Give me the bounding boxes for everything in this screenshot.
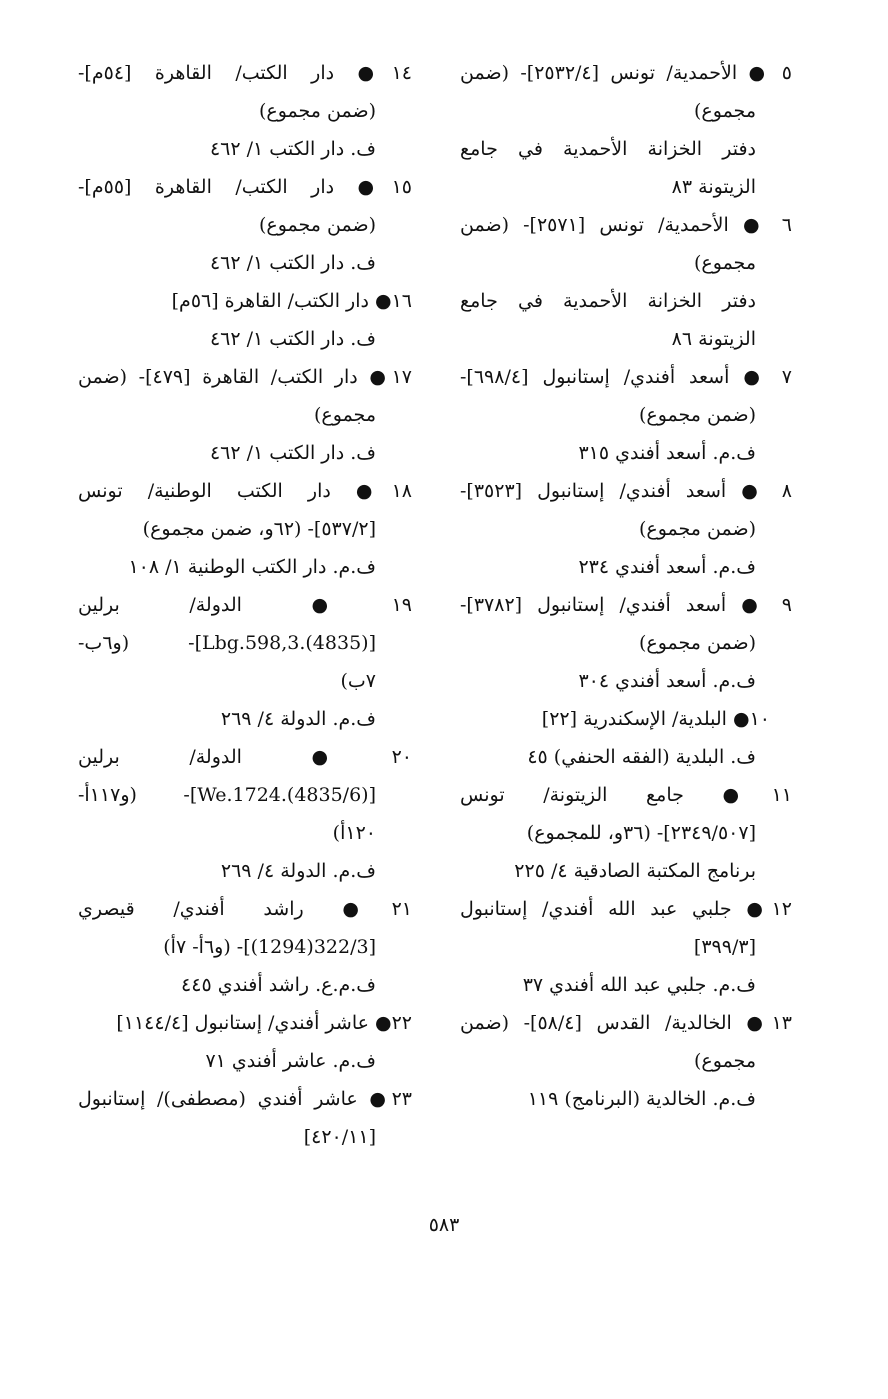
entry-detail-line: الزيتونة ٨٣ [671, 176, 756, 198]
entry-heading-line: ٥ ● الأحمدية/ تونس [٢٥٣٢/٤]- (ضمن [460, 62, 792, 84]
entry-detail-line: الزيتونة ٨٦ [671, 328, 756, 350]
entry-detail-line: دفتر الخزانة الأحمدية في جامع [460, 138, 756, 160]
entry-detail-line: ف. دار الكتب ١/ ٤٦٢ [209, 252, 376, 274]
catalog-entry [78, 54, 412, 168]
entry-detail-line: مجموع) [694, 252, 756, 274]
entry-detail-line: ٧ب) [340, 670, 376, 692]
entry-detail-line: ف. دار الكتب ١/ ٤٦٢ [209, 442, 376, 464]
entry-heading-line: ٧ ● أسعد أفندي/ إستانبول [٦٩٨/٤]- [460, 366, 792, 388]
entry-detail-line: ف.م. الخالدية (البرنامج) ١١٩ [527, 1088, 756, 1110]
catalog-entry [460, 890, 792, 1004]
entry-detail-line: ف.م. أسعد أفندي ٢٣٤ [578, 556, 756, 578]
entry-detail-line: ف.م. الدولة ٤/ ٢٦٩ [220, 708, 376, 730]
entry-detail-line: (ضمن مجموع) [258, 100, 376, 122]
catalog-entry [460, 358, 792, 472]
entry-detail-line: برنامج المكتبة الصادقية ٤/ ٢٢٥ [514, 860, 756, 882]
left-column [78, 54, 412, 1156]
catalog-entry [78, 168, 412, 282]
entry-heading-line: ١٥● دار الكتب/ القاهرة [٥٥م]- [78, 176, 412, 198]
entry-heading-line: ٢٣● عاشر أفندي (مصطفى)/ إستانبول [78, 1088, 412, 1110]
catalog-entry [460, 206, 792, 358]
entry-heading-line: ١٦● دار الكتب/ القاهرة [٥٦م] [171, 290, 412, 312]
entry-heading-line: ١٩● الدولة/ برلين [78, 594, 412, 616]
entry-detail-line: (ضمن مجموع) [638, 632, 756, 654]
entry-heading-line: ٢٢● عاشر أفندي/ إستانبول [١١٤٤/٤] [116, 1012, 412, 1034]
catalog-entry [78, 282, 412, 358]
entry-heading-line: ٩ ● أسعد أفندي/ إستانبول [٣٧٨٢]- [460, 594, 792, 616]
right-column [460, 54, 792, 1118]
entry-detail-line: (ضمن مجموع) [638, 404, 756, 426]
entry-detail-line: ١٢٠أ) [332, 822, 376, 844]
entry-detail-line: ف.م. الدولة ٤/ ٢٦٩ [220, 860, 376, 882]
entry-heading-line: ١٨● دار الكتب الوطنية/ تونس [78, 480, 412, 502]
catalog-entry [460, 472, 792, 586]
entry-heading-line: ٦ ● الأحمدية/ تونس [٢٥٧١]- (ضمن [460, 214, 792, 236]
entry-detail-line: ف.م. عاشر أفندي ٧١ [205, 1050, 376, 1072]
catalog-entry [78, 1080, 412, 1156]
entry-detail-line: دفتر الخزانة الأحمدية في جامع [460, 290, 756, 312]
entry-detail-line: ف.م. دار الكتب الوطنية ١/ ١٠٨ [128, 556, 376, 578]
entry-heading-line: ١٠● البلدية/ الإسكندرية [٢٢] [541, 708, 770, 730]
entry-heading-line: ١١● جامع الزيتونة/ تونس [460, 784, 792, 806]
entry-heading-line: ١٣● الخالدية/ القدس [٥٨/٤]- (ضمن [460, 1012, 792, 1034]
entry-detail-line: [٤٢٠/١١] [303, 1126, 376, 1148]
catalog-entry [78, 1004, 412, 1080]
catalog-entry [78, 358, 412, 472]
entry-heading-line: ٨ ● أسعد أفندي/ إستانبول [٣٥٢٣]- [460, 480, 792, 502]
entry-detail-line: ف. دار الكتب ١/ ٤٦٢ [209, 138, 376, 160]
entry-detail-line: ف.م.ع. راشد أفندي ٤٤٥ [181, 974, 376, 996]
entry-heading-line: ٢٠● الدولة/ برلين [78, 746, 412, 768]
entry-heading-line: ١٧● دار الكتب/ القاهرة [٤٧٩]- (ضمن [78, 366, 412, 388]
entry-detail-line: [322/3(1294)]- (و٦أ- ٧أ) [163, 936, 376, 958]
catalog-entry [78, 890, 412, 1004]
entry-heading-line: ١٢● جلبي عبد الله أفندي/ إستانبول [460, 898, 792, 920]
catalog-entry [460, 776, 792, 890]
entry-detail-line: ف. البلدية (الفقه الحنفي) ٤٥ [527, 746, 756, 768]
entry-detail-line: [٥٣٧/٢]- (٦٢و، ضمن مجموع) [142, 518, 376, 540]
catalog-entry [460, 1004, 792, 1118]
entry-heading-line: ١٤● دار الكتب/ القاهرة [٥٤م]- [78, 62, 412, 84]
entry-detail-line: مجموع) [314, 404, 376, 426]
entry-detail-line: [٢٣٤٩/٥٠٧]- (٣٦و، للمجموع) [526, 822, 756, 844]
entry-heading-line: ٢١● راشد أفندي/ قيصري [78, 898, 412, 920]
catalog-entry [78, 586, 412, 738]
entry-detail-line: ف.م. جلبي عبد الله أفندي ٣٧ [522, 974, 756, 996]
page-number: ٥٨٣ [428, 1214, 460, 1236]
entry-detail-line: (ضمن مجموع) [258, 214, 376, 236]
entry-detail-line: [Lbg.598,3.(4835)]- (و٦ب- [78, 632, 376, 654]
entry-detail-line: [٣٩٩/٣] [693, 936, 756, 958]
catalog-entry [460, 700, 792, 776]
entry-detail-line: [We.1724.(4835/6)]- (و١١٧أ- [78, 784, 376, 806]
entry-detail-line: ف.م. أسعد أفندي ٣٠٤ [578, 670, 756, 692]
entry-detail-line: (ضمن مجموع) [638, 518, 756, 540]
catalog-entry [78, 472, 412, 586]
entry-detail-line: مجموع) [694, 1050, 756, 1072]
entry-detail-line: مجموع) [694, 100, 756, 122]
entry-detail-line: ف.م. أسعد أفندي ٣١٥ [578, 442, 756, 464]
entry-detail-line: ف. دار الكتب ١/ ٤٦٢ [209, 328, 376, 350]
catalog-entry [460, 586, 792, 700]
catalog-entry [78, 738, 412, 890]
catalog-entry [460, 54, 792, 206]
